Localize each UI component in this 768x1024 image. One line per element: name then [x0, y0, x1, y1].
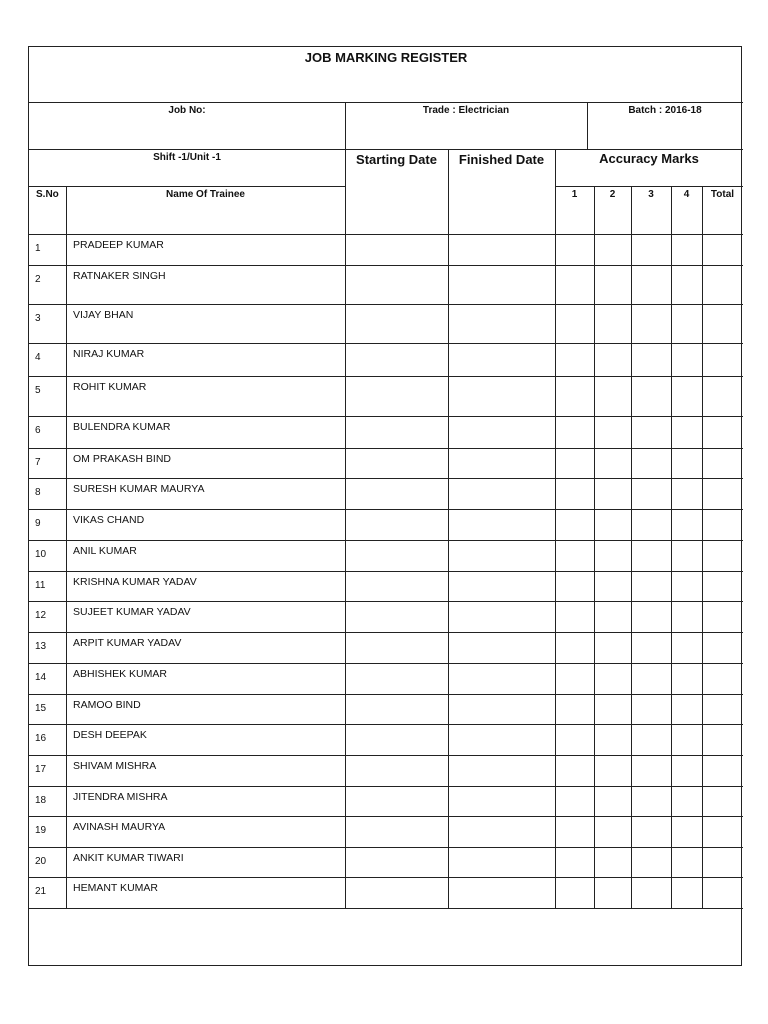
row-trainee-name: ABHISHEK KUMAR — [73, 668, 167, 680]
row-sno: 15 — [35, 703, 47, 714]
row-trainee-name: KRISHNA KUMAR YADAV — [73, 576, 197, 588]
row-sno: 6 — [35, 425, 41, 436]
table-row — [29, 571, 743, 601]
shift-label: Shift -1/Unit -1 — [153, 152, 221, 163]
sno-header: S.No — [36, 189, 59, 200]
row-trainee-name: SURESH KUMAR MAURYA — [73, 483, 205, 495]
table-row — [29, 601, 743, 632]
shift-row-divider — [29, 186, 345, 187]
row-sno: 9 — [35, 518, 41, 529]
table-row — [29, 478, 743, 509]
register-title: JOB MARKING REGISTER — [304, 50, 468, 65]
row-sno: 10 — [35, 549, 47, 560]
row-trainee-name: ROHIT KUMAR — [73, 381, 147, 393]
row-sno: 13 — [35, 641, 47, 652]
row-sno: 7 — [35, 457, 41, 468]
table-row — [29, 724, 743, 755]
row-sno: 3 — [35, 313, 41, 324]
row-trainee-name: OM PRAKASH BIND — [73, 453, 172, 465]
table-row — [29, 234, 743, 265]
row-trainee-name: SUJEET KUMAR YADAV — [73, 606, 191, 618]
table-row — [29, 877, 743, 908]
row-trainee-name: VIKAS CHAND — [73, 514, 145, 526]
table-row — [29, 755, 743, 786]
row-trainee-name: PRADEEP KUMAR — [73, 239, 164, 251]
row-sno: 18 — [35, 795, 47, 806]
row-sno: 19 — [35, 825, 47, 836]
row-trainee-name: VIJAY BHAN — [73, 309, 134, 321]
table-row — [29, 343, 743, 376]
table-row — [29, 304, 743, 343]
row-trainee-name: ANIL KUMAR — [73, 545, 137, 557]
row-sno: 16 — [35, 733, 47, 744]
table-row — [29, 416, 743, 448]
mark-col-header: 2 — [609, 189, 616, 200]
row-trainee-name: DESH DEEPAK — [73, 729, 147, 741]
mark-col-header: 1 — [571, 189, 578, 200]
starting-date-header: Starting Date — [356, 152, 437, 167]
row-trainee-name: RAMOO BIND — [73, 699, 141, 711]
batch-label: Batch : 2016-18 — [628, 105, 702, 116]
row-sno: 2 — [35, 274, 41, 285]
row-sno: 11 — [35, 580, 46, 591]
table-row — [29, 632, 743, 663]
row-sno: 20 — [35, 856, 47, 867]
row-sno: 14 — [35, 672, 47, 683]
accuracy-marks-header: Accuracy Marks — [599, 151, 699, 166]
row-sno: 8 — [35, 487, 41, 498]
name-header: Name Of Trainee — [166, 189, 245, 200]
row-trainee-name: HEMANT KUMAR — [73, 882, 158, 894]
row-sno: 1 — [35, 243, 41, 254]
title-divider — [29, 102, 743, 103]
table-row — [29, 540, 743, 571]
row-trainee-name: BULENDRA KUMAR — [73, 421, 171, 433]
row-trainee-name: ARPIT KUMAR YADAV — [73, 637, 182, 649]
job-row-divider — [29, 149, 743, 150]
row-trainee-name: NIRAJ KUMAR — [73, 348, 145, 360]
row-sno: 5 — [35, 385, 41, 396]
table-row — [29, 786, 743, 816]
row-sno: 4 — [35, 352, 41, 363]
register-sheet — [28, 46, 742, 966]
row-sno: 21 — [35, 886, 47, 897]
accuracy-divider — [555, 186, 743, 187]
job-no-label: Job No: — [168, 105, 206, 116]
row-trainee-name: SHIVAM MISHRA — [73, 760, 157, 772]
table-row — [29, 694, 743, 724]
mark-col-header: Total — [710, 189, 735, 200]
table-row — [29, 816, 743, 847]
row-line — [29, 908, 743, 909]
row-sno: 12 — [35, 610, 47, 621]
row-sno: 17 — [35, 764, 47, 775]
trade-label: Trade : Electrician — [422, 105, 510, 116]
mark-col-header: 3 — [648, 189, 654, 200]
table-row — [29, 448, 743, 478]
row-trainee-name: RATNAKER SINGH — [73, 270, 166, 282]
row-trainee-name: AVINASH MAURYA — [73, 821, 166, 833]
finished-date-header: Finished Date — [458, 152, 545, 167]
table-row — [29, 265, 743, 304]
row-trainee-name: ANKIT KUMAR TIWARI — [73, 852, 184, 864]
col-line-batch — [587, 102, 588, 149]
table-row — [29, 376, 743, 416]
table-row — [29, 847, 743, 877]
row-trainee-name: JITENDRA MISHRA — [73, 791, 168, 803]
mark-col-header: 4 — [683, 189, 690, 200]
table-row — [29, 663, 743, 694]
table-row — [29, 509, 743, 540]
